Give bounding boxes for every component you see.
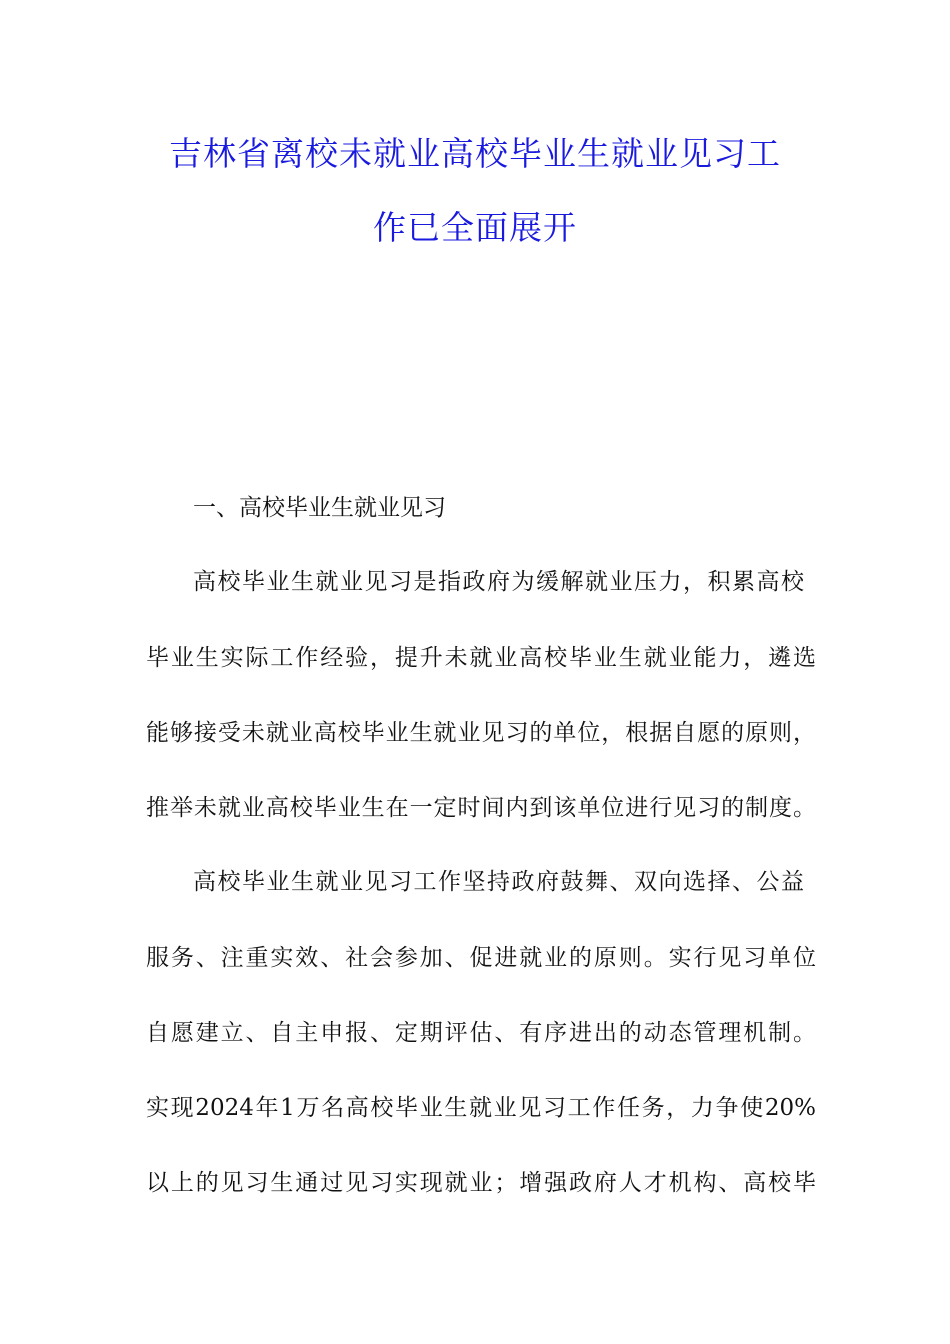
document-title-line-2: 作已全面展开 bbox=[373, 208, 577, 247]
paragraph-2-line-5: 以上的见习生通过见习实现就业；增强政府人才机构、高校毕 bbox=[146, 1170, 816, 1196]
document-title-line-1: 吉林省离校未就业高校毕业生就业见习工 bbox=[169, 134, 781, 173]
section-heading: 一、高校毕业生就业见习 bbox=[193, 495, 446, 521]
paragraph-2-line-3: 自愿建立、自主申报、定期评估、有序进出的动态管理机制。 bbox=[146, 1020, 816, 1046]
paragraph-1-line-3: 能够接受未就业高校毕业生就业见习的单位，根据自愿的原则， bbox=[146, 720, 816, 746]
paragraph-2-line-4: 实现2024年1万名高校毕业生就业见习工作任务，力争使20% bbox=[146, 1095, 816, 1121]
paragraph-2-line-1: 高校毕业生就业见习工作坚持政府鼓舞、双向选择、公益 bbox=[193, 869, 804, 895]
paragraph-1-line-1: 高校毕业生就业见习是指政府为缓解就业压力，积累高校 bbox=[193, 569, 804, 595]
paragraph-1-line-4: 推举未就业高校毕业生在一定时间内到该单位进行见习的制度。 bbox=[146, 795, 816, 821]
paragraph-1-line-2: 毕业生实际工作经验，提升未就业高校毕业生就业能力，遴选 bbox=[146, 645, 816, 671]
paragraph-2-line-2: 服务、注重实效、社会参加、促进就业的原则。实行见习单位 bbox=[146, 945, 816, 971]
